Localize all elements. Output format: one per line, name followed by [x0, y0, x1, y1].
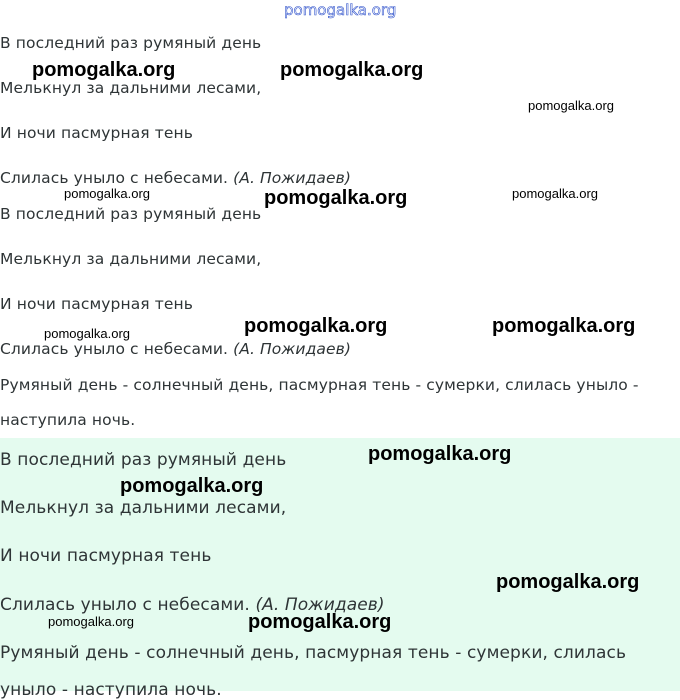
watermark-1: pomogalka.org	[32, 59, 176, 81]
watermark-10: pomogalka.org	[368, 443, 512, 465]
watermark-2: pomogalka.org	[280, 59, 424, 81]
answer-line4-text: Слилась уныло с небесами.	[0, 595, 250, 615]
watermark-11: pomogalka.org	[120, 475, 264, 497]
block2-line1: В последний раз румяный день	[0, 205, 262, 223]
watermark-7: pomogalka.org	[44, 326, 130, 341]
block1-line1: В последний раз румяный день	[0, 34, 262, 52]
block1-author: (А. Пожидаев)	[233, 169, 352, 187]
watermark-13: pomogalka.org	[48, 614, 134, 629]
block2-line2: Мелькнул за дальними лесами,	[0, 250, 262, 268]
block2-line4-text: Слилась уныло с небесами.	[0, 340, 229, 358]
answer-explanation1: Румяный день - солнечный день, пасмурная тень - сумерки, слилась	[0, 643, 627, 663]
answer-line3: И ночи пасмурная тень	[0, 546, 212, 566]
watermark-12: pomogalka.org	[496, 571, 640, 593]
watermark-9: pomogalka.org	[492, 315, 636, 337]
watermark-top: pomogalka.org	[284, 1, 397, 19]
block2-explanation2: наступила ночь.	[0, 411, 136, 429]
answer-block	[0, 438, 680, 700]
answer-line2: Мелькнул за дальними лесами,	[0, 498, 287, 518]
block1-line3: И ночи пасмурная тень	[0, 124, 193, 142]
answer-explanation2: уныло - наступила ночь.	[0, 680, 222, 700]
watermark-8: pomogalka.org	[244, 315, 388, 337]
watermark-5: pomogalka.org	[264, 187, 408, 209]
watermark-4: pomogalka.org	[64, 186, 150, 201]
watermark-6: pomogalka.org	[512, 186, 598, 201]
block1-line4-text: Слилась уныло с небесами.	[0, 169, 229, 187]
block1-line2: Мелькнул за дальними лесами,	[0, 79, 262, 97]
block2-explanation1: Румяный день - солнечный день, пасмурная тень - сумерки, слилась уныло -	[0, 376, 639, 394]
block2-line4	[0, 340, 351, 358]
answer-author: (А. Пожидаев)	[255, 595, 385, 615]
watermark-14: pomogalka.org	[248, 611, 392, 633]
block2-author: (А. Пожидаев)	[233, 340, 352, 358]
watermark-3: pomogalka.org	[528, 98, 614, 113]
block2-line3: И ночи пасмурная тень	[0, 295, 193, 313]
answer-line1: В последний раз румяный день	[0, 450, 287, 470]
block1-line4	[0, 169, 351, 187]
